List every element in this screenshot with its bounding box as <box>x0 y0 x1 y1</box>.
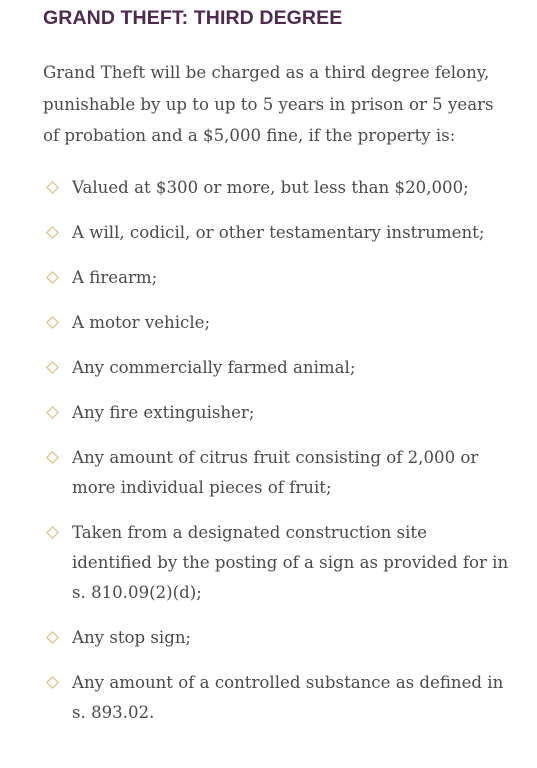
list-item-text: Any stop sign; <box>72 627 192 647</box>
list-item <box>43 623 512 653</box>
intro-paragraph: Grand Theft will be charged as a third degree felony, punishable by up to up to 5 years in prison or 5 years of probation and a $5,000 fine, if the property is: <box>43 63 494 145</box>
list-item-text: Any amount of citrus fruit consisting of 2,000 or more individual pieces of fruit; <box>72 447 479 497</box>
list-item <box>43 668 512 728</box>
list-item <box>43 308 512 338</box>
list-item <box>43 263 512 293</box>
diamond-bullet-icon <box>46 226 59 239</box>
diamond-bullet-icon <box>46 631 59 644</box>
diamond-bullet-icon <box>46 316 59 329</box>
list-item-text: Any commercially farmed animal; <box>72 357 356 377</box>
diamond-bullet-icon <box>46 406 59 419</box>
list-item <box>43 518 512 608</box>
list-item-text: A firearm; <box>72 267 158 287</box>
diamond-bullet-icon <box>46 181 59 194</box>
diamond-bullet-icon <box>46 676 59 689</box>
list-item-text: Any amount of a controlled substance as defined in s. 893.02. <box>72 672 504 722</box>
list-item-text: Any fire extinguisher; <box>72 402 255 422</box>
property-list <box>43 173 513 728</box>
diamond-bullet-icon <box>46 361 59 374</box>
list-item <box>43 218 512 248</box>
diamond-bullet-icon <box>46 451 59 464</box>
list-item <box>43 353 512 383</box>
diamond-bullet-icon <box>46 271 59 284</box>
list-item <box>43 173 512 203</box>
list-item-text: Valued at $300 or more, but less than $20,000; <box>72 177 469 197</box>
list-item-text: A will, codicil, or other testamentary instrument; <box>72 222 485 242</box>
diamond-bullet-icon <box>46 526 59 539</box>
list-item <box>43 443 512 503</box>
section-heading: GRAND THEFT: THIRD DEGREE <box>43 7 343 29</box>
list-item-text: A motor vehicle; <box>72 312 211 332</box>
list-item <box>43 398 512 428</box>
content-section <box>43 6 513 743</box>
list-item-text: Taken from a designated construction site identified by the posting of a sign as provided for in s. 810.09(2)(d); <box>72 522 509 602</box>
